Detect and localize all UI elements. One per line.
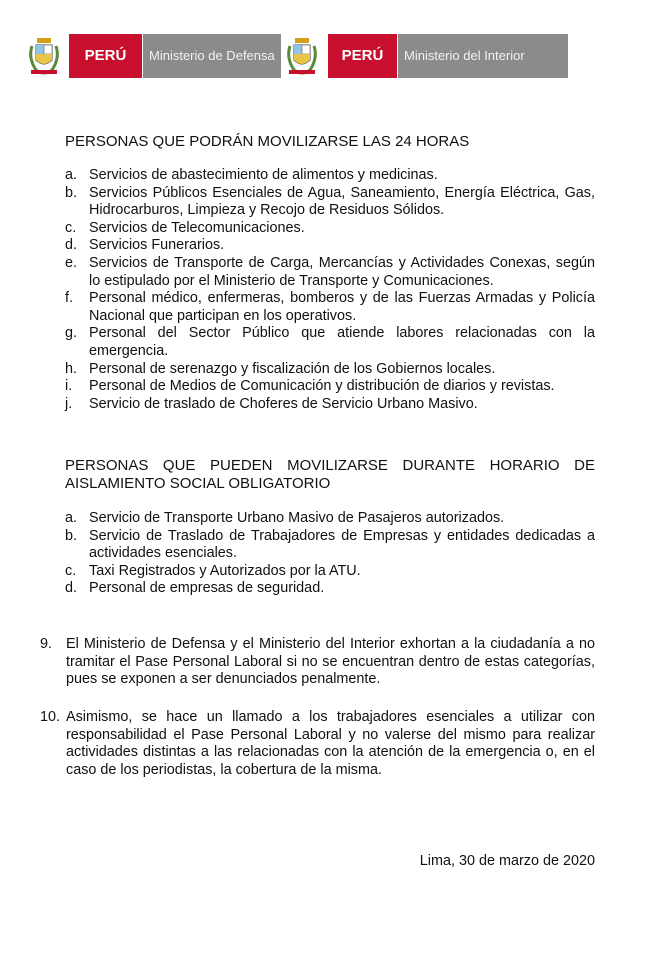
- paragraph-number: 9.: [40, 636, 53, 652]
- list-item: [65, 563, 595, 581]
- item-marker: j.: [65, 395, 73, 412]
- section2-list: [65, 510, 595, 598]
- item-text: Servicio de Traslado de Trabajadores de Empresas y entidades dedicadas a actividades esenciales.: [89, 527, 595, 562]
- paragraph-text: Asimismo, se hace un llamado a los trabajadores esenciales a utilizar con responsabilidad el Pase Personal Laboral y no valerse del mismo para realizar actividades distintas a las relacionadas con la atención de la emergencia o, en el caso de los periodistas, la cobertura de la misma.: [66, 709, 595, 778]
- coat-of-arms-icon: [284, 34, 320, 78]
- item-text: Personal de serenazgo y fiscalización de los Gobiernos locales.: [89, 360, 496, 377]
- item-text: Personal de empresas de seguridad.: [89, 580, 325, 597]
- list-item: [65, 361, 595, 379]
- peru-brand-label: PERÚ: [69, 34, 142, 78]
- list-item: [65, 510, 595, 528]
- section1-title: PERSONAS QUE PODRÁN MOVILIZARSE LAS 24 HORAS: [65, 133, 470, 150]
- list-item: [65, 220, 595, 238]
- numbered-paragraph: [40, 636, 595, 689]
- item-text: Servicios de Telecomunicaciones.: [89, 219, 305, 236]
- coat-of-arms-icon: [26, 34, 62, 78]
- item-text: Personal de Medios de Comunicación y distribución de diarios y revistas.: [89, 378, 555, 395]
- item-marker: g.: [65, 325, 78, 342]
- list-item: [65, 237, 595, 255]
- item-marker: c.: [65, 562, 77, 579]
- item-text: Servicios Públicos Esenciales de Agua, Saneamiento, Energía Eléctrica, Gas, Hidrocarburos, Limpieza y Recojo de Residuos Sólidos.: [89, 184, 595, 219]
- item-text: Servicios de Transporte de Carga, Mercancías y Actividades Conexas, según lo estipulado por el Ministerio de Transporte y Comunicaciones.: [89, 254, 595, 289]
- item-text: Servicios Funerarios.: [89, 237, 225, 254]
- item-marker: b.: [65, 184, 78, 201]
- item-text: Personal del Sector Público que atiende labores relacionadas con la emergencia.: [89, 325, 595, 359]
- paragraph-text: El Ministerio de Defensa y el Ministerio del Interior exhortan a la ciudadanía a no tramitar el Pase Personal Laboral si no se encuentran dentro de estas categorías, pues se exponen a ser denunciados penalmente.: [66, 636, 595, 688]
- numbered-paragraph: [40, 709, 595, 779]
- list-item: [65, 255, 595, 290]
- item-marker: a.: [65, 510, 78, 526]
- ministry-label: Ministerio de Defensa: [143, 34, 281, 78]
- section1-list: [65, 167, 595, 413]
- list-item: [65, 580, 595, 598]
- item-text: Servicio de traslado de Choferes de Servicio Urbano Masivo.: [89, 395, 478, 412]
- item-marker: f.: [65, 290, 73, 307]
- document-date: Lima, 30 de marzo de 2020: [419, 853, 595, 869]
- item-marker: d.: [65, 580, 78, 597]
- item-text: Servicios de abastecimiento de alimentos y medicinas.: [89, 167, 438, 183]
- item-marker: c.: [65, 219, 77, 236]
- section2-title: PERSONAS QUE PUEDEN MOVILIZARSE DURANTE HORARIO DE AISLAMIENTO SOCIAL OBLIGATORIO: [65, 457, 595, 492]
- item-marker: a.: [65, 167, 78, 183]
- list-item: [65, 167, 595, 185]
- item-marker: d.: [65, 237, 78, 254]
- list-item: [65, 396, 595, 414]
- list-item: [65, 378, 595, 396]
- item-text: Servicio de Transporte Urbano Masivo de Pasajeros autorizados.: [89, 510, 505, 526]
- peru-brand-label: PERÚ: [328, 34, 397, 78]
- item-marker: h.: [65, 360, 78, 377]
- item-text: Personal médico, enfermeras, bomberos y de las Fuerzas Armadas y Policía Nacional que participan en los operativos.: [89, 290, 595, 324]
- item-marker: b.: [65, 527, 78, 544]
- paragraph-number: 10.: [40, 709, 61, 725]
- list-item: [65, 325, 595, 360]
- list-item: [65, 185, 595, 220]
- list-item: [65, 290, 595, 325]
- ministry-label: Ministerio del Interior: [398, 34, 568, 78]
- item-marker: e.: [65, 254, 78, 271]
- list-item: [65, 528, 595, 563]
- item-marker: i.: [65, 378, 73, 395]
- item-text: Taxi Registrados y Autorizados por la ATU.: [89, 562, 361, 579]
